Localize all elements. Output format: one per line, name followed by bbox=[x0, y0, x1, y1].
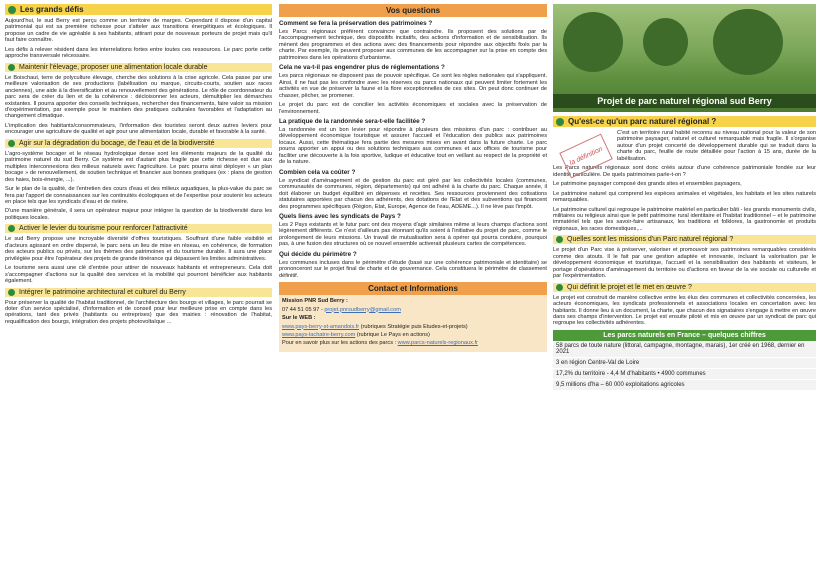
landscape-photo bbox=[553, 4, 816, 112]
paragraph: Les Parcs naturels régionaux sont donc créés autour d'une cohérence patrimoniale fondée sur leur identité particulière. De quels patrimoines parle-t-on ? bbox=[553, 165, 816, 178]
answer: Les Parcs régionaux préfèrent convaincre que contraindre. Ils proposent des solutions par de l'accompagnement technique, des dispositifs incitatifs, des actions d'information et de sensibilisation. Ils mènent des programmes et des actions avec des financements pour répondre aux objectifs fixés par la charte. Par exemple, ils peuvent proposer aux communes de les accompagner sur la prise en compte des patrimoines dans les opérations d'urbanisme. bbox=[279, 29, 547, 61]
question: Cela ne va-t-il pas engendrer plus de réglementations ? bbox=[279, 64, 445, 72]
subsection-header-missions: Quelles sont les missions d'un Parc naturel régional ? bbox=[553, 235, 816, 244]
chiffres-row: 58 parcs de toute nature (littoral, campagne, montagne, marais), 1er créé en 1968, dernier en 2021 bbox=[553, 341, 816, 358]
paragraph: Pour préserver la qualité de l'habitat traditionnel, de l'architecture des bourgs et villages, le parc pourrait se doter d'un service spécialisé, d'information et de conseil pour leur meilleure prise en compte dans les opérations, tant des privés (habitants ou entreprises) que des mairies : rénovation de l'habitat, requalification des bourgs, intégration des projets photovoltaïque ... bbox=[5, 299, 272, 325]
column-right bbox=[553, 4, 816, 391]
paragraph: Le Boischaut, terre de polyculture élevage, cherche des solutions à la crise agricole. Cela passe par une meilleure valorisation de ses productions (labélisation ou marque, circuits-courts, soutien aux races anciennes), une aide à la diversification et au renouvellement des générations. Le rôle de coordonnateur du parc sera de créer du lien et de la cohérence : décloisonner les acteurs, démultiplier les démarches existantes. Il pourra apporter des conseils techniques, rechercher des financements, faire valoir sa mission d'expérimentation, par exemple pour le maintien des pratiques culturales favorables et l'adaptation au changement climatique. bbox=[5, 74, 272, 120]
tree-shape bbox=[643, 18, 688, 66]
contact-email-link[interactable]: projet.pnrsudberry@gmail.com bbox=[324, 306, 401, 313]
paragraph: C'est un territoire rural habité reconnu au niveau national pour la valeur de son patrimoine paysager, naturel et culturel remarquable mais fragile. Il s'organise autour d'un projet concerté de développement durable qui se traduit dans la charte du parc, feuille de route détaillée pour l'action à 15 ans, durée de la labélisation. bbox=[617, 130, 816, 162]
photo-title: Projet de parc naturel régional sud Berry bbox=[553, 94, 816, 108]
paragraph: Le patrimoine paysager composé des grands sites et ensembles paysagers, bbox=[553, 181, 742, 188]
question: Quels liens avec les syndicats de Pays ? bbox=[279, 212, 401, 220]
web-label: Sur le WEB : bbox=[282, 315, 316, 322]
bullet-icon bbox=[8, 140, 15, 147]
paragraph: Aujourd'hui, le sud Berry est perçu comme un territoire de marges. Cependant il dispose d'un capital patrimonial qui est sa première richesse pour s'atteler aux transitions énergétiques et écologiques. Il propose un cadre de vie agréable à ses habitants, attirant pour de nouveaux porteurs de projet mais qu'il faut faire connaître. bbox=[5, 18, 272, 44]
column-middle bbox=[279, 4, 547, 352]
subsection-header-projet: Qui définit le projet et le met en œuvre ? bbox=[553, 283, 816, 292]
bullet-icon bbox=[8, 6, 16, 14]
column-left bbox=[5, 4, 272, 328]
paragraph: Les défis à relever résident dans les interrelations fortes entre toutes ces ressources. Le parc porte cette approche transversale nécessaire. bbox=[5, 46, 272, 60]
bullet-icon bbox=[556, 284, 563, 291]
paragraph: Le projet est construit de manière collective entre les élus des communes et collectivités concernées, les acteurs économiques, les syndicats professionnels et associations locales en concertation avec les habitants. Il donne lieu à un document, la charte, que chacun des signataires s'engage à mettre en œuvre dans ses champs d'intervention. Le projet est ensuite piloté et mis en œuvre par un syndicat de parc qui regroupe les collectivités adhérentes. bbox=[553, 294, 816, 327]
definition-stamp: la définition bbox=[559, 134, 613, 179]
web-link-parcs[interactable]: www.parcs-naturels-regionaux.fr bbox=[397, 340, 478, 347]
paragraph: Le patrimoine culturel qui regroupe le patrimoine matériel en particulier bâti - les grands monuments civils, militaires ou religieux ainsi que le petit patrimoine rural identitaire et l'habitat traditionnel – et le patrimoine immatériel tels que les savoir-faire artisanaux, les traditions et folklores, la gastronomie et produits régionaux, les races domestiques,... bbox=[553, 206, 816, 232]
chiffres-row: 17,2% du territoire - 4,4 M d'habitants • 4900 communes bbox=[553, 369, 816, 380]
subsection-header-patrimoine: Intégrer le patrimoine architectural et culturel du Berry bbox=[5, 288, 272, 297]
bullet-icon bbox=[556, 236, 563, 243]
answer: Les communes incluses dans le périmètre d'étude (basé sur une cohérence patrimoniale et identitaire) se prononceront sur le projet final de charte et de gouvernance. Cela constituera le périmètre de classement définitif. bbox=[279, 259, 547, 279]
web-link-lachatre[interactable]: www.pays-lachatre-berry.com bbox=[282, 331, 356, 338]
chiffres-row: 3 en région Centre-Val de Loire bbox=[553, 358, 816, 369]
chiffres-row: 9,5 millions d'ha – 60 000 exploitations agricoles bbox=[553, 380, 816, 391]
bullet-icon bbox=[8, 64, 15, 71]
paragraph: Le projet d'un Parc vise à préserver, valoriser et promouvoir ses patrimoines remarquables considérés comme des atouts. Il le fait par une gestion adaptée et innovante, incluant la valorisation par le développement économique et touristique, l'accueil et la sensibilisation des habitants et visiteurs, le portage d'opérations d'aménagement du territoire ou d'actions en faveur de la vie sociale ou culturelle et par l'expérimentation. bbox=[553, 247, 816, 280]
contact-box: Contact et Informations Mission PNR Sud Berry : 07 44 51 05 97 - projet.pnrsudberry@gmail.com Sur le WEB : www.pays-berry-st-amandois.fr (rubriques Stratégie puis Etudes-et-projets) www.pays-lachatre-berry.com (rubrique Le Pays en actions) Pour en savoir plus sur les actions des parcs : www.parcs-naturels-regionaux.fr bbox=[279, 282, 547, 352]
paragraph: D'une manière générale, il sera un opérateur majeur pour intégrer la question de la biodiversité dans les politiques locales. bbox=[5, 208, 272, 221]
contact-header: Contact et Informations bbox=[279, 282, 547, 295]
paragraph: L'agro-système bocager et le réseau hydrologique dense sont les éléments majeurs de la qualité du patrimoine naturel du sud Berry. Ce système est d'autant plus fragile que cette richesse est due aux multiples interconnexions des milieux naturels avec l'agriculture. Le parc pourra ainsi déployer « un plan bocage » de renouvellement, de soutien technique et financier aux bonnes pratiques (ex : plans de gestion des haies, bois-énergie, ...). bbox=[5, 150, 272, 183]
answer: Le projet du parc est de concilier les activités économiques et sociales avec la préservation de l'environnement. bbox=[279, 102, 547, 115]
subsection-header-tourisme: Activer le levier du tourisme pour renforcer l'attractivité bbox=[5, 224, 272, 233]
contact-phone: 07 44 51 05 97 - bbox=[282, 306, 325, 313]
answer: La randonnée est un bon levier pour répondre à plusieurs des missions d'un parc : contribuer au développement économique touristique et assurer l'accueil et l'éducation des publics aux patrimoines locaux. Aussi, cette thématique fera partie des mesures mises en avant dans la future charte. Le parc pourra apporter un appui ou des solutions techniques aux communes et aux offices de tourisme pour faciliter une découverte à la fois sportive, ludique et éducative tout en veillant au respect de la propriété et de la nature. bbox=[279, 126, 547, 166]
question: Comment se fera la préservation des patrimoines ? bbox=[279, 20, 433, 27]
tree-shape bbox=[713, 9, 783, 75]
subsection-header-bocage: Agir sur la dégradation du bocage, de l'eau et de la biodiversité bbox=[5, 139, 272, 148]
bullet-icon bbox=[8, 289, 15, 296]
paragraph: Le tourisme sera aussi une clé d'entrée pour attirer de nouveaux habitants et entrepreneurs. Cela doit s'accompagner d'actions sur la qualité des services et la mobilité qui pourront bénéficier aux habitants également. bbox=[5, 265, 272, 285]
paragraph: Sur le plan de la qualité, de l'entretien des cours d'eau et des milieux aquatiques, la plus-value du parc se fera par l'apport de connaissances sur les continuités écologiques et de l'expertise pour soutenir les acteurs en place tels que les syndicats d'eau et de rivière. bbox=[5, 186, 272, 205]
question: Combien cela va coûter ? bbox=[279, 168, 356, 176]
chiffres-header: Les parcs naturels en France – quelques chiffres bbox=[553, 330, 816, 341]
contact-org: Mission PNR Sud Berry : bbox=[282, 298, 348, 305]
answer: Le syndicat d'aménagement et de gestion du parc est géré par les collectivités locales (communes, communautés de communes, région, départements) qui ont adhéré à la charte du parc. Chaque année, il doit élaborer un budget équilibré en dépenses et recettes. Ses ressources proviennent des cotisations statutaires apportées par chacun des adhérents, des dotations de l'Etat et des subventions qui financent des programmes spécifiques (Région, Etat, Europe, Agence de l'eau, ADEME...). Il ne lève pas l'impôt. bbox=[279, 177, 547, 210]
paragraph: Le sud Berry propose une incroyable diversité d'offres touristiques. Souffrant d'une faible visibilité et d'acteurs agissant en ordre dispersé, le parc sera un lieu de mise en réseau, en cohérence, de formation des acteurs publics ou privés, sur les thèmes des patrimoines et du tourisme durable. Il aura une place privilégiée pour être l'opérateur des projets de grande itinérance qui dépassent les limites administratives. bbox=[5, 236, 272, 262]
section-header-vos-questions: Vos questions bbox=[279, 4, 547, 17]
answer: Les parcs régionaux ne disposent pas de pouvoir spécifique. Ce sont les règles nationales qui s'appliquent. Ainsi, il ne faut pas les confondre avec les réserves ou parcs nationaux qui peuvent limiter fortement les activités en vue de préserver la faune et la flore exceptionnelles de ces sites. On peut donc continuer de chasser, pêcher, se promener. bbox=[279, 73, 547, 99]
question: Qui décide du périmètre ? bbox=[279, 250, 357, 258]
paragraph: L'implication des habitants/consommateurs, l'information des touristes seront deux autres leviers pour encourager une agriculture de qualité et agir pour une alimentation locale, durable et favorable à la santé. bbox=[5, 122, 272, 136]
bullet-icon bbox=[556, 118, 564, 126]
paragraph: Le patrimoine naturel qui comprend les espèces animales et végétales, les habitats et les sites naturels remarquables. bbox=[553, 190, 816, 204]
question: La pratique de la randonnée sera-t-elle facilitée ? bbox=[279, 117, 426, 125]
definition-block bbox=[553, 130, 816, 167]
section-header-pnr: Qu'est-ce qu'un parc naturel régional ? bbox=[553, 116, 816, 127]
section-header-grands-defis: Les grands défis bbox=[5, 4, 272, 15]
chiffres-box bbox=[553, 330, 816, 391]
tree-shape bbox=[563, 12, 623, 72]
web-link-st-amandois[interactable]: www.pays-berry-st-amandois.fr bbox=[282, 323, 360, 330]
bullet-icon bbox=[8, 225, 15, 232]
subsection-header-elevage: Maintenir l'élevage, proposer une alimentation locale durable bbox=[5, 63, 272, 72]
answer: Les 2 Pays existants et le futur parc ont des moyens d'agir similaires même si leurs champs d'actions sont légèrement différents. Ce n'est d'ailleurs pas étonnant qu'ils soient à l'initiative du projet de parc, comme le prolongement de leurs missions. Un travail de mutualisation sera à opérer qui pourra conduire, pourquoi pas, à une fusion des structures où ce nouvel ensemble activerait plusieurs cartes de compétences. bbox=[279, 221, 547, 248]
